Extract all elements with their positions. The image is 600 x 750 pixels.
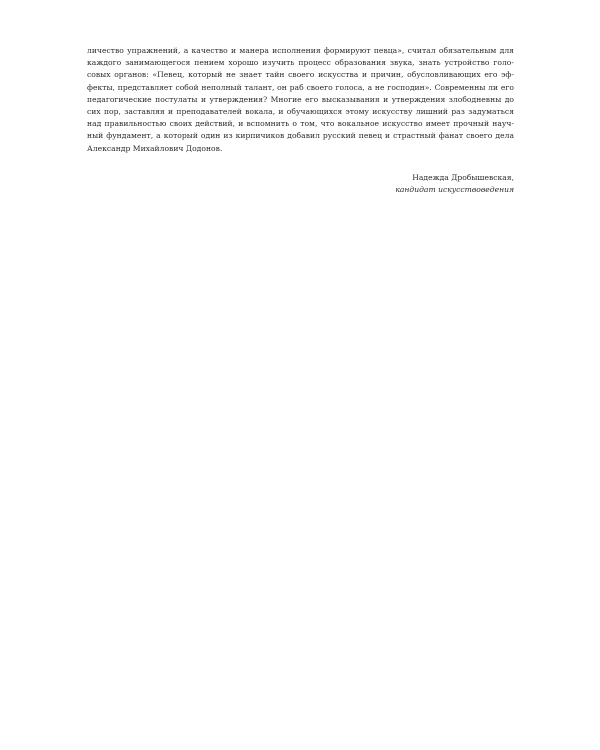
paragraph-line: фекты, представляет собой неполный талант, он раб своего голоса, а не господин». Современны ли его bbox=[87, 82, 514, 92]
author-title: кандидат искусствоведения bbox=[395, 185, 514, 195]
paragraph-line: сих пор, заставляя и преподавателей вокала, и обучающихся этому искусству лишний раз задуматься bbox=[87, 107, 514, 117]
paragraph-line: Александр Михайлович Додонов. bbox=[87, 143, 223, 153]
paragraph-line: совых органов: «Певец, который не знает тайн своего искусства и причин, обусловливающих его эф- bbox=[87, 70, 514, 80]
paragraph-line: над правильностью своих действий, и вспомнить о том, что вокальное искусство имеет прочный науч- bbox=[87, 119, 514, 129]
paragraph-line: ный фундамент, а который один из кирпичиков добавил русский певец и страстный фанат своего дела bbox=[87, 131, 514, 141]
author-signature bbox=[395, 172, 514, 196]
paragraph-line: педагогические постулаты и утверждения? Многие его высказывания и утверждения злободневны до bbox=[87, 94, 514, 104]
author-name: Надежда Дробышевская, bbox=[412, 173, 514, 182]
article-paragraph bbox=[87, 45, 514, 155]
paragraph-line: каждого занимающегося пением хорошо изучить процесс образования звука, знать устройство голо- bbox=[87, 58, 514, 68]
paragraph-line: личество упражнений, а качество и манера исполнения формируют певца», считал обязательным для bbox=[87, 46, 514, 55]
